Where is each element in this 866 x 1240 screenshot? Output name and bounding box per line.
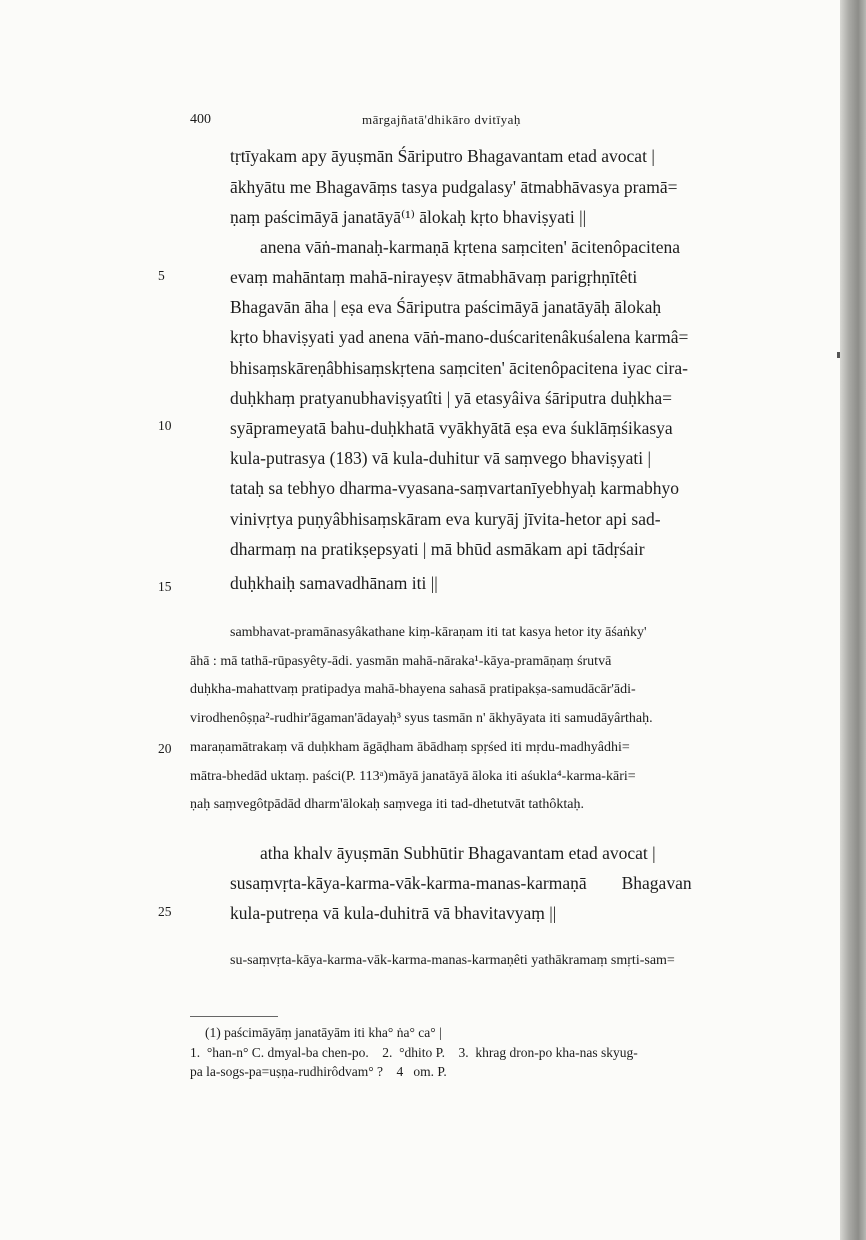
commentary-line: mātra-bhedād uktaṃ. paści(P. 113ᵃ)māyā janatāyā āloka iti aśukla⁴-karma-kāri= (190, 769, 636, 784)
line-number: 15 (158, 579, 172, 594)
text-line: atha khalv āyuṣmān Subhūtir Bhagavantam etad avocat | (260, 843, 656, 863)
line-number: 25 (158, 904, 172, 919)
text-line: tṛtīyakam apy āyuṣmān Śāriputro Bhagavantam etad avocat | (230, 146, 655, 166)
text-line: anena vāṅ-manaḥ-karmaṇā kṛtena saṃciten' ācitenôpacitena (260, 237, 681, 257)
commentary-line: su-saṃvṛta-kāya-karma-vāk-karma-manas-karmaṇêti yathākramaṃ smṛti-sam= (230, 953, 675, 968)
text-line: duḥkhaiḥ samavadhānam iti || (230, 573, 438, 593)
footnote-divider (190, 1016, 278, 1017)
line-number: 10 (158, 418, 172, 433)
running-title: mārgajñatā'dhikāro dvitīyaḥ (362, 112, 521, 127)
commentary-line: āhā : mā tathā-rūpasyêty-ādi. yasmān mahā-nāraka¹-kāya-pramāṇaṃ śrutvā (190, 654, 612, 669)
text-line: bhisaṃskāreṇâbhisaṃskṛtena saṃciten' ācitenôpacitena iyac cira- (230, 358, 688, 378)
scan-edge-shadow (840, 0, 866, 1240)
footnote: (1) paścimāyāṃ janatāyām iti kha° ṅa° ca° | (205, 1025, 442, 1040)
commentary-line: maraṇamātrakaṃ vā duḥkham āgāḍham ābādhaṃ spṛśed iti mṛdu-madhyâdhi= (190, 740, 630, 755)
running-head (0, 112, 842, 130)
text-line: ākhyātu me Bhagavāṃs tasya pudgalasy' ātmabhāvasya pramā= (230, 177, 678, 197)
text-line: tataḥ sa tebhyo dharma-vyasana-saṃvartanīyebhyaḥ karmabhyo (230, 478, 679, 498)
footnote: 1. °han-n° C. dmyal-ba chen-po. 2. °dhito P. 3. khrag dron-po kha-nas skyug- (190, 1045, 638, 1060)
text-line: evaṃ mahāntaṃ mahā-nirayeṣv ātmabhāvaṃ parigṛhṇītêti (230, 267, 638, 287)
text-line: duḥkhaṃ pratyanubhaviṣyatîti | yā etasyâiva śāriputra duḥkha= (230, 388, 672, 408)
scan-mark (837, 352, 840, 358)
text-line: kula-putrasya (183) vā kula-duhitur vā saṃvego bhaviṣyati | (230, 448, 651, 468)
footnote: pa la-sogs-pa=uṣṇa-rudhirôdvam° ? 4 om. P. (190, 1064, 447, 1079)
text-line: susaṃvṛta-kāya-karma-vāk-karma-manas-karmaṇā Bhagavan (230, 873, 692, 893)
commentary-line: sambhavat-pramānasyâkathane kiṃ-kāraṇam iti tat kasya hetor ity āśaṅky' (230, 625, 647, 640)
commentary-line: duḥkha-mahattvaṃ pratipadya mahā-bhayena sahasā pratipakṣa-samudācār'ādi- (190, 682, 636, 697)
text-line: syāprameyatā bahu-duḥkhatā vyākhyātā eṣa eva śuklāṃśikasya (230, 418, 673, 438)
text-line: vinivṛtya puṇyâbhisaṃskāram eva kuryāj jīvita-hetor api sad- (230, 509, 661, 529)
text-line: Bhagavān āha | eṣa eva Śāriputra paścimāyā janatāyāḥ ālokaḥ (230, 297, 662, 317)
text-line: kṛto bhaviṣyati yad anena vāṅ-mano-duścaritenâkuśalena karmâ= (230, 327, 689, 347)
text-line: kula-putreṇa vā kula-duhitrā vā bhavitavyaṃ || (230, 903, 557, 923)
commentary-line: ṇaḥ saṃvegôtpādād dharm'ālokaḥ saṃvega iti tad-dhetutvāt tathôktaḥ. (190, 797, 585, 812)
page-number: 400 (190, 112, 211, 127)
commentary-line: virodhenôṣṇa²-rudhir'āgaman'ādayaḥ³ syus tasmān n' ākhyāyata iti samudāyârthaḥ. (190, 711, 653, 726)
line-number: 20 (158, 741, 172, 756)
line-number: 5 (158, 268, 165, 283)
text-line: ṇaṃ paścimāyā janatāyā⁽¹⁾ ālokaḥ kṛto bhaviṣyati || (230, 207, 587, 227)
text-line: dharmaṃ na pratikṣepsyati | mā bhūd asmākam api tādṛśair (230, 539, 645, 559)
